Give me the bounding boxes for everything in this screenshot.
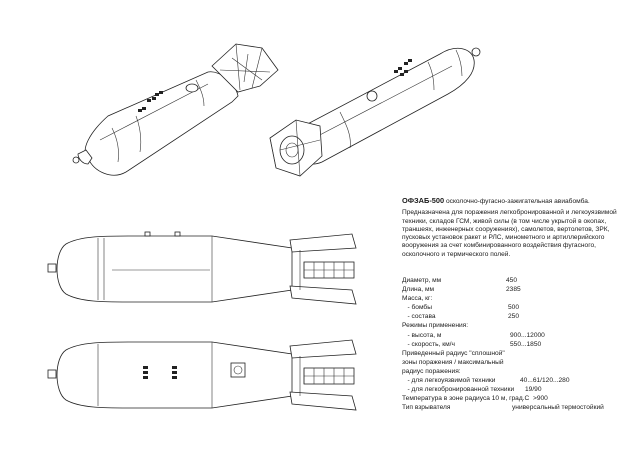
spec-label: - скорость, км/ч [402,340,455,348]
bomb-title [402,197,634,206]
spec-value: 450 [506,277,518,284]
spec-row [402,341,634,350]
bomb-side-view-bottom [48,340,356,410]
spec-row [402,395,634,404]
bomb-description: Предназначена для поражения легкобронированной и легкоуязвимой техники, складов ГСМ, живой силы (в том числе укрытой в окопах, траншеях, инженерных сооружениях), самолетов, вертолетов, ЗРК, пусковых установок ракет и РЛС, минометного и артиллерийского вооружения за счет комбинированного воздействия фугасного, осколочного и термического полей. [402,209,617,258]
bomb-side-view-top [48,232,356,304]
spec-label: Длина, мм [402,286,435,294]
spec-label: Режимы применения: [402,322,469,330]
spec-row [402,386,634,395]
spec-row [402,277,634,286]
bomb-3d-view-left [73,44,278,175]
spec-value: 900...12000 [510,331,545,339]
spec-label: - для легкобронированной техники [402,386,515,394]
spec-row [402,377,634,386]
spec-row [402,350,634,359]
spec-row [402,313,634,322]
spec-value: >900 [533,395,548,403]
spec-label: радиус поражения: [402,367,461,375]
spec-value: универсальный термостойкий [512,404,604,412]
spec-label: Диаметр, мм [402,277,442,284]
spec-value: 500 [508,304,520,312]
specifications-table [402,277,634,413]
bomb-subtitle: осколочно-фугасно-зажигательная авиабомба. [445,198,590,205]
spec-label: - бомбы [402,304,432,312]
spec-label: Масса, кг: [402,295,433,303]
bomb-name: ОФЗАБ-500 [402,196,445,205]
spec-value: 40...61/120...280 [520,377,570,385]
spec-row [402,404,634,413]
spec-label: зоны поражения / максимальный [402,358,504,366]
spec-label: Приведенный радиус "сплошной" [402,349,505,357]
spec-label: Тип взрывателя [402,404,451,412]
spec-label: - высота, м [402,331,442,339]
spec-row [402,304,634,313]
spec-row [402,286,634,295]
spec-label: Температура в зоне радиуса 10 м, град.С [402,395,530,403]
spec-value: 2385 [506,286,521,294]
spec-value: 550...1850 [510,340,542,348]
spec-value: 250 [508,313,520,321]
spec-label: - состава [402,313,436,321]
description-block [402,197,634,275]
bomb-3d-view-right [270,48,480,176]
spec-row [402,322,634,331]
spec-row [402,359,634,368]
spec-row [402,332,634,341]
spec-label: - для легкоуязвимой техники [402,377,496,385]
spec-value: 19/90 [525,386,542,394]
spec-row [402,368,634,377]
spec-row [402,295,634,304]
